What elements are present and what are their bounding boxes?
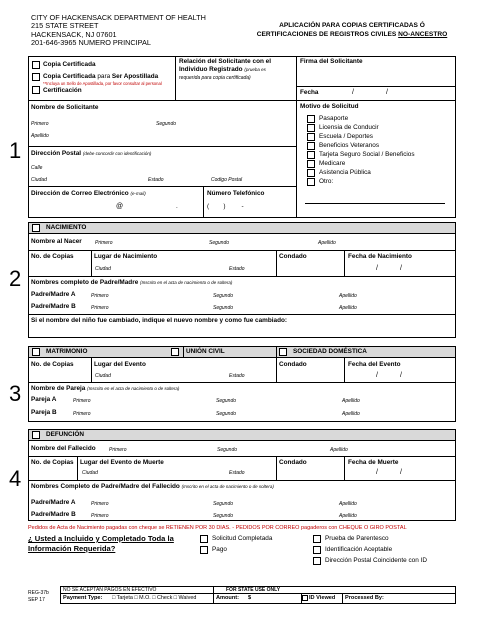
- agency-phone: 201-646-3965 NUMERO PRINCIPAL: [31, 37, 151, 47]
- email-label: Dirección de Correo Electrónico (e-mail): [31, 190, 146, 197]
- last-name-hint: Apellido: [31, 133, 49, 139]
- first-hint: Primero: [73, 411, 91, 417]
- second-hint: Segundo: [217, 447, 238, 453]
- copies-label: No. de Copias: [31, 459, 74, 466]
- reason-veterans: Beneficios Veteranos: [319, 142, 380, 149]
- section-number-4: 4: [9, 466, 22, 491]
- name-changed-label: Si el nombre del niño fue cambiado, indique el nuevo nombre y como fue cambiado:: [31, 317, 288, 324]
- death-date-label: Fecha de Muerte: [348, 459, 399, 466]
- date-sep: /: [400, 469, 402, 476]
- matching-address-checkbox[interactable]: [313, 557, 321, 565]
- second-hint: Segundo: [216, 398, 237, 404]
- marriage-heading: MATRIMONIO: [46, 348, 88, 355]
- second-hint: Segundo: [216, 411, 237, 417]
- last-hint: Apellido: [342, 398, 360, 404]
- state-hint: Estado: [148, 177, 164, 183]
- apostille-copy-label: Copia Certificada para Ser Apostillada: [43, 73, 159, 80]
- city-hint: Ciudad: [95, 373, 111, 379]
- second-hint: Segundo: [213, 305, 234, 311]
- couple-label: Nombre de Pareja (Inscrito en el acta de nacimiento o de soltera): [31, 385, 180, 392]
- parent-a-label: Padre/Madre A: [31, 499, 76, 506]
- reason-checkbox[interactable]: [307, 115, 315, 123]
- reason-school: Escuela / Deportes: [319, 133, 373, 140]
- reason-medicare: Medicare: [319, 160, 346, 167]
- parents-label: Nombres completo de Padre/Madre (Inscrito en el acta de nacimiento o de soltera): [31, 279, 233, 286]
- civil-union-heading: UNIÓN CIVIL: [186, 348, 225, 355]
- date-sep: /: [376, 265, 378, 272]
- date-sep: /: [400, 372, 402, 379]
- partner-b-label: Pareja B: [31, 409, 57, 416]
- applicant-name-label: Nombre de Solicitante: [31, 104, 99, 111]
- civil-union-checkbox[interactable]: [171, 348, 179, 356]
- birth-date-label: Fecha de Nacimiento: [348, 253, 412, 260]
- relation-label: Relación del Solicitante con el Individuo Registrado (prueba es: [179, 58, 271, 73]
- reason-license: Licensia de Conducir: [319, 124, 379, 131]
- deceased-parents-label: Nombres Completo de Padre/Madre del Fallecido (Inscrito en el acta de nacimiento o de soltera): [31, 483, 274, 490]
- city-hint: Ciudad: [82, 470, 98, 476]
- second-hint: Segundo: [213, 293, 234, 299]
- state-hint: Estado: [229, 266, 245, 272]
- last-hint: Apellido: [339, 293, 357, 299]
- domestic-partnership-checkbox[interactable]: [279, 348, 287, 356]
- first-hint: Primero: [91, 305, 109, 311]
- payment-checkbox[interactable]: [200, 546, 208, 554]
- section-number-1: 1: [9, 138, 22, 163]
- first-name-hint: Primero: [31, 121, 49, 127]
- first-hint: Primero: [91, 293, 109, 299]
- amount-label: Amount:: [216, 595, 239, 601]
- first-hint: Primero: [73, 398, 91, 404]
- acceptable-id-checkbox[interactable]: [313, 546, 321, 554]
- second-hint: Segundo: [209, 240, 230, 246]
- payment-notice: Pedidos de Acta de Nacimiento pagadas con cheque se RETIENEN POR 30 DIAS. - PEDIDOS POR CORREO pagaderos con CHEQUE O GIRO POSTAL: [28, 525, 407, 531]
- street-hint: Calle: [31, 165, 43, 171]
- agency-street: 215 STATE STREET: [31, 21, 99, 31]
- completed-application-checkbox[interactable]: [200, 535, 208, 543]
- amount-dollar: $: [248, 595, 252, 601]
- last-hint: Apellido: [339, 513, 357, 519]
- parent-b-label: Padre/Madre B: [31, 511, 76, 518]
- reason-public-assistance: Asistencia Pública: [319, 169, 371, 176]
- birth-name-label: Nombre al Nacer: [31, 238, 82, 245]
- last-hint: Apellido: [342, 411, 360, 417]
- certification-checkbox[interactable]: [32, 86, 40, 94]
- partner-a-label: Pareja A: [31, 396, 57, 403]
- date-sep: /: [400, 265, 402, 272]
- last-hint: Apellido: [330, 447, 348, 453]
- death-place-label: Lugar del Evento de Muerte: [80, 459, 164, 466]
- county-label: Condado: [279, 361, 307, 368]
- parent-b-label: Padre/Madre B: [31, 303, 76, 310]
- copies-label: No. de Copias: [31, 361, 74, 368]
- last-hint: Apellido: [339, 305, 357, 311]
- second-name-hint: Segundo: [156, 121, 177, 127]
- second-hint: Segundo: [213, 513, 234, 519]
- reason-checkbox[interactable]: [307, 169, 315, 177]
- processed-by-label: Processed By:: [345, 595, 384, 601]
- city-hint: Ciudad: [95, 266, 111, 272]
- form-title: APLICACIÓN PARA COPIAS CERTIFICADAS Ó CERTIFICACIONES DE REGISTROS CIVILES NO-ANCESTRO: [256, 22, 448, 38]
- relationship-proof-checkbox[interactable]: [313, 535, 321, 543]
- relationship-proof-label: Prueba de Parentesco: [325, 535, 389, 542]
- domestic-partnership-heading: SOCIEDAD DOMÉSTICA: [293, 348, 367, 355]
- checklist-question-line1: ¿ Usted a Incluido y Completado Toda la: [28, 534, 174, 543]
- parent-a-label: Padre/Madre A: [31, 291, 76, 298]
- id-viewed-checkbox[interactable]: [302, 595, 308, 601]
- apostille-note: **Incluya un Sello de Apostillada, por favor consultar al personal: [43, 81, 162, 86]
- signature-label: Firma del Solicitante: [300, 58, 363, 65]
- apostille-copy-checkbox[interactable]: [32, 73, 40, 81]
- first-hint: Primero: [91, 513, 109, 519]
- relation-note: requerida para copia certificada): [179, 75, 251, 81]
- state-hint: Estado: [229, 470, 245, 476]
- reason-checkbox[interactable]: [307, 151, 315, 159]
- form-revision: SEP 17: [28, 597, 45, 603]
- matching-address-label: Dirección Postal Coincidente con ID: [325, 557, 427, 564]
- date-sep: /: [376, 469, 378, 476]
- certified-copy-checkbox[interactable]: [32, 61, 40, 69]
- marriage-heading-band: [28, 346, 456, 358]
- state-use-label: FOR STATE USE ONLY: [226, 587, 281, 593]
- agency-city: HACKENSACK, NJ 07601: [31, 29, 117, 39]
- copies-label: No. de Copias: [31, 253, 74, 260]
- payment-type-options: □ Tarjeta □ M.O. □ Check □ Waived: [112, 595, 197, 601]
- date-label: Fecha: [300, 89, 319, 96]
- death-heading: DEFUNCIÓN: [46, 431, 84, 438]
- first-hint: Primero: [95, 240, 113, 246]
- reason-checkbox[interactable]: [307, 178, 315, 186]
- county-label: Condado: [279, 253, 307, 260]
- payment-type-label: Payment Type:: [63, 595, 103, 601]
- marriage-checkbox[interactable]: [32, 348, 40, 356]
- event-place-label: Lugar del Evento: [94, 361, 146, 368]
- email-at: @: [116, 203, 124, 210]
- agency-name: CITY OF HACKENSACK DEPARTMENT OF HEALTH: [31, 13, 206, 22]
- id-viewed-label: ID Viewed: [309, 595, 336, 601]
- birth-place-label: Lugar de Nacimiento: [94, 253, 158, 260]
- first-hint: Primero: [109, 447, 127, 453]
- form-id: REG-37b: [28, 590, 49, 596]
- reason-other: Otro:: [319, 178, 334, 185]
- deceased-name-label: Nombre del Fallecido: [31, 445, 96, 452]
- completed-application-label: Solicitud Completada: [212, 535, 273, 542]
- reason-checkbox[interactable]: [307, 142, 315, 150]
- birth-heading-band: [28, 222, 456, 234]
- phone-label: Número Telefónico: [207, 190, 265, 197]
- reason-checkbox[interactable]: [307, 133, 315, 141]
- postal-label: Dirección Postal (debe concordir con identificación): [31, 150, 152, 157]
- reason-label: Motivo de Solicitud: [300, 103, 359, 110]
- county-label: Condado: [279, 459, 307, 466]
- birth-checkbox[interactable]: [32, 224, 40, 232]
- reason-checkbox[interactable]: [307, 124, 315, 132]
- certified-copy-label: Copia Certificada: [43, 61, 96, 68]
- phone-mask: ( ) -: [207, 203, 244, 210]
- death-heading-band: [28, 429, 456, 441]
- death-checkbox[interactable]: [32, 431, 40, 439]
- no-cash-notice: NO SE ACEPTAN PAGOS EN EFECTIVO: [63, 587, 157, 593]
- last-hint: Apellido: [318, 240, 336, 246]
- email-dot: .: [176, 203, 178, 210]
- date-sep: /: [376, 372, 378, 379]
- zip-hint: Codigo Postal: [211, 177, 243, 183]
- last-hint: Apellido: [339, 501, 357, 507]
- state-hint: Estado: [229, 373, 245, 379]
- checklist-question-line2: Información Requerida?: [28, 544, 116, 553]
- payment-label: Pago: [212, 546, 227, 553]
- reason-passport: Pasaporte: [319, 115, 349, 122]
- date-sep: /: [386, 89, 388, 96]
- event-date-label: Fecha del Evento: [348, 361, 401, 368]
- date-sep: /: [352, 89, 354, 96]
- acceptable-id-label: Identificación Aceptable: [325, 546, 393, 553]
- reason-checkbox[interactable]: [307, 160, 315, 168]
- certification-label: Certificación: [43, 87, 82, 94]
- section-number-3: 3: [9, 381, 22, 406]
- section-number-2: 2: [9, 266, 22, 291]
- birth-heading: NACIMIENTO: [46, 224, 87, 231]
- reason-ssn: Tarjeta Seguro Social / Beneficios: [319, 151, 415, 158]
- first-hint: Primero: [91, 501, 109, 507]
- second-hint: Segundo: [213, 501, 234, 507]
- city-hint: Ciudad: [31, 177, 47, 183]
- agency-address-block: [31, 14, 206, 47]
